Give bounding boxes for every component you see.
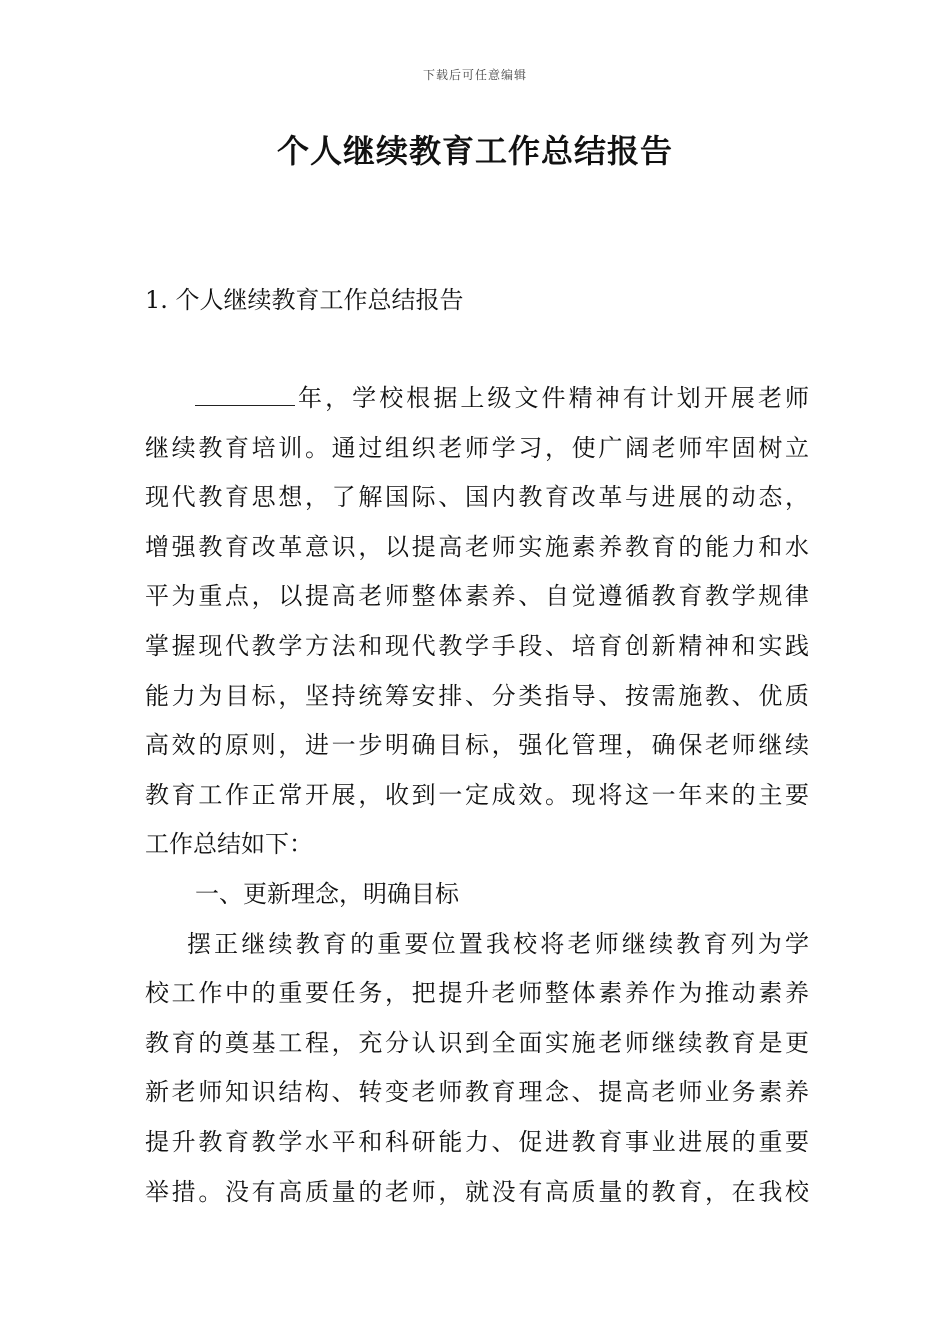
paragraph-line: 平为重点，以提高老师整体素养、自觉遵循教育教学规律 [145, 582, 809, 611]
paragraph-line: 高效的原则，进一步明确目标，强化管理，确保老师继续 [145, 731, 809, 760]
paragraph-line: 能力为目标，坚持统筹安排、分类指导、按需施教、优质 [145, 681, 809, 710]
paragraph-line: 摆正继续教育的重要位置我校将老师继续教育列为学 [187, 929, 809, 958]
paragraph-line: 教育的奠基工程，充分认识到全面实施老师继续教育是更 [145, 1028, 809, 1057]
paragraph-line: 提升教育教学水平和科研能力、促进教育事业进展的重要 [145, 1127, 809, 1156]
section-heading: 1. 个人继续教育工作总结报告 [145, 286, 464, 314]
paragraph-line: 增强教育改革意识，以提高老师实施素养教育的能力和水 [145, 532, 809, 561]
header-note: 下载后可任意编辑 [422, 68, 527, 82]
paragraph-line [145, 374, 809, 424]
paragraph-line: 现代教育思想，了解国际、国内教育改革与进展的动态， [145, 483, 809, 512]
paragraph-line: 掌握现代教学方法和现代教学手段、培育创新精神和实践 [145, 631, 809, 660]
paragraph-text: 年，学校根据上级文件精神有计划开展老师 [295, 384, 809, 412]
paragraph-line: 校工作中的重要任务，把提升老师整体素养作为推动素养 [145, 979, 809, 1008]
subheading: 一、更新理念，明确目标 [195, 879, 459, 908]
fill-in-blank [195, 375, 295, 406]
paragraph-line: 新老师知识结构、转变老师教育理念、提高老师业务素养 [145, 1078, 809, 1107]
paragraph-line: 举措。没有高质量的老师，就没有高质量的教育，在我校 [145, 1177, 809, 1206]
document-title: 个人继续教育工作总结报告 [276, 132, 673, 170]
paragraph-line: 教育工作正常开展，收到一定成效。现将这一年来的主要 [145, 780, 809, 809]
document-body [145, 374, 809, 1217]
paragraph-line: 工作总结如下： [145, 830, 313, 859]
paragraph-line: 继续教育培训。通过组织老师学习，使广阔老师牢固树立 [145, 433, 809, 462]
